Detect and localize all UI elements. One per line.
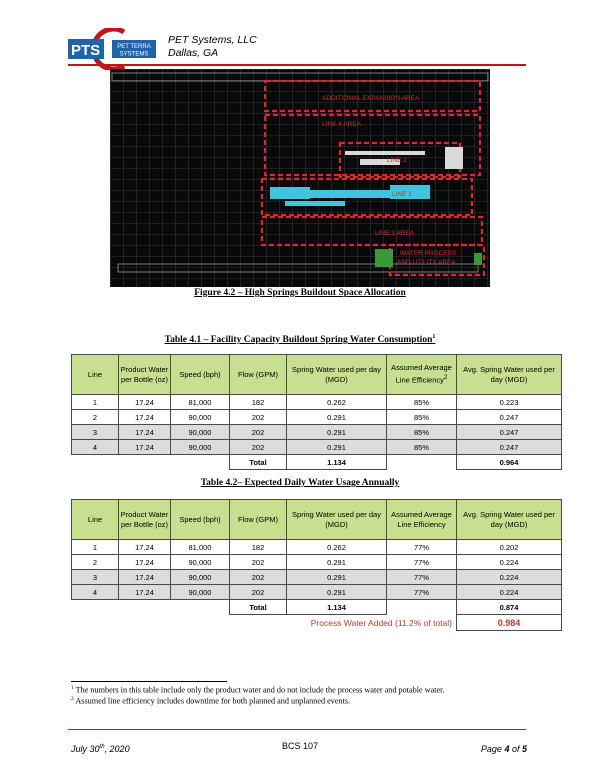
table-row: 1 17.24 81,000 182 0.262 85% 0.223 (72, 395, 562, 410)
table1-header: Spring Water used per day (MGD) (287, 355, 387, 395)
label-line3-area: LINE 3 AREA (375, 230, 415, 237)
table2 (71, 499, 562, 631)
process-water-label: Process Water Added (11.2% of total) (310, 617, 452, 628)
footer-rule (68, 729, 526, 730)
logo-sub-1: PET TERRA (117, 44, 151, 50)
table1-header: Speed (bph) (171, 355, 230, 395)
total-label: Total (230, 455, 287, 470)
footnote-1: $^1$ The numbers in this table include only the product water and do not include the process water and potable water. (71, 685, 445, 695)
table2-total-row (72, 600, 562, 615)
table2-header: Spring Water used per day (MGD) (287, 500, 387, 540)
process-water-value: 0.984 (457, 615, 562, 631)
table1 (71, 354, 562, 470)
table1-total-row (72, 455, 562, 470)
table2-header: Assumed Average Line Efficiency (387, 500, 457, 540)
table-row: 1 17.24 81,000 182 0.262 77% 0.202 (72, 540, 562, 555)
table1-header: Avg. Spring Water used per day (MGD) (457, 355, 562, 395)
label-utility-area: AND UTILITY AREA (397, 259, 456, 266)
company-block (168, 34, 257, 60)
table-row: 4 17.24 90,000 202 0.291 85% 0.247 (72, 440, 562, 455)
label-water-process: WATER PROCESS (400, 250, 457, 257)
table1-header: Product Water per Bottle (oz) (119, 355, 171, 395)
total-used: 1.134 (287, 600, 387, 615)
label-expansion-area: ADDITIONAL EXPANSION AREA (322, 95, 420, 102)
figure-caption: Figure 4.2 – High Springs Buildout Space Allocation (194, 288, 406, 298)
total-avg: 0.874 (457, 600, 562, 615)
table2-header: Line (72, 500, 119, 540)
label-line2: LINE 2 (387, 157, 407, 164)
table2-header: Avg. Spring Water used per day (MGD) (457, 500, 562, 540)
total-label: Total (230, 600, 287, 615)
table2-header: Flow (GPM) (230, 500, 287, 540)
table-row: 3 17.24 90,000 202 0.291 77% 0.224 (72, 570, 562, 585)
table-row: 2 17.24 90,000 202 0.291 77% 0.224 (72, 555, 562, 570)
table1-header: Line (72, 355, 119, 395)
table1-header: Assumed Average Line Efficiency$^2$ (387, 355, 457, 395)
header-rule (68, 64, 526, 66)
company-location: Dallas, GA (168, 47, 219, 59)
label-line1: LINE 1 (392, 191, 412, 198)
total-used: 1.134 (287, 455, 387, 470)
footnote-2: $^2$ Assumed line efficiency includes downtime for both planned and unplanned events. (71, 696, 351, 706)
table-row: 4 17.24 90,000 202 0.291 77% 0.224 (72, 585, 562, 600)
table2-header: Speed (bph) (171, 500, 230, 540)
process-water-row (72, 615, 562, 631)
footnote-rule (71, 681, 227, 682)
table1-header: Flow (GPM) (230, 355, 287, 395)
table-row: 2 17.24 90,000 202 0.291 85% 0.247 (72, 410, 562, 425)
company-name: PET Systems, LLC (168, 34, 257, 46)
table1-title: Table 4.1 – Facility Capacity Buildout Spring Water Consumption$^1$ (164, 334, 436, 346)
logo-sub-2: SYSTEMS (119, 51, 149, 58)
table2-title: Table 4.2– Expected Daily Water Usage Annually (200, 478, 400, 488)
table2-header: Product Water per Bottle (oz) (119, 500, 171, 540)
footer-code: BCS 107 (281, 741, 319, 751)
total-avg: 0.964 (457, 455, 562, 470)
footer-date: July 30th, 2020 (71, 744, 130, 754)
footer-page-number: Page 4 of 5 (480, 744, 527, 754)
label-line4-area: LINE 4 AREA (322, 121, 362, 128)
site-layout-figure (110, 69, 490, 287)
table-row: 3 17.24 90,000 202 0.291 85% 0.247 (72, 425, 562, 440)
logo-text: PTS (71, 42, 101, 59)
